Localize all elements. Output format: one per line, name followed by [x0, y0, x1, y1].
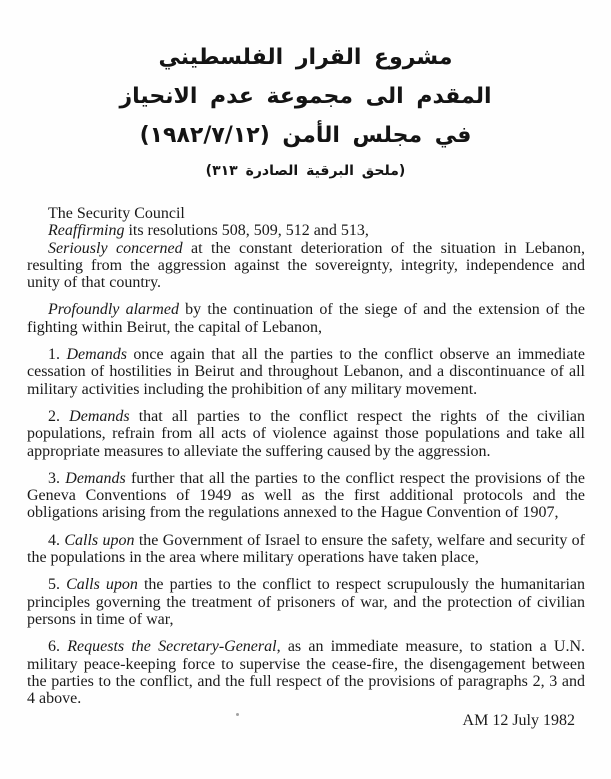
paragraph-text: by the continuation of the siege of and the extension of the fighting within Beirut, the capital of Lebanon,: [27, 301, 586, 336]
paragraph-text: its resolutions 508, 509, 512 and 513,: [124, 222, 369, 240]
paragraph-preamble-3: [27, 301, 585, 336]
paragraph-text: , as an immediate measure, to station a U.N. military peace-keeping force to supervise the cease-fire, the disengagement between the parties to the conflict, and the full respect of the provisions of paragraphs 2, 3 and 4 above.: [27, 638, 586, 708]
paragraph-text: that all parties to the conflict respect the rights of the civilian populations, refrain from all acts of violence against those populations and take all appropriate measures to alleviate the suffering caused by the aggression.: [27, 407, 586, 460]
paragraph-lead: Calls upon: [64, 531, 135, 549]
paragraph-lead: Requests the Secretary-General: [67, 638, 277, 656]
paragraph-number: 6.: [48, 638, 60, 656]
paragraph-lead: Demands: [69, 407, 130, 425]
paragraph-text: once again that all the parties to the conflict observe an immediate cessation of hostilities in Beirut and throughout Lebanon, and a discontinuance of all military activities including the prohibition of any military movement.: [27, 346, 586, 398]
paragraph-lead: Profoundly alarmed: [48, 301, 179, 319]
paragraph-operative-4: [27, 532, 585, 567]
paragraph-operative-5: [27, 576, 585, 628]
paragraph-preamble-1: [27, 222, 585, 239]
paragraph-number: 5.: [48, 576, 60, 594]
paragraph-opening: [27, 205, 585, 222]
paragraph-operative-2: [27, 408, 585, 460]
arabic-title-line-1: مشروع القرار الفلسطيني: [158, 45, 453, 70]
paragraph-operative-1: [27, 346, 585, 398]
resolution-body: [27, 205, 585, 730]
paragraph-text: at the constant deterioration of the situation in Lebanon, resulting from the aggression against the sovereignty, integrity, independence and unity of that country.: [27, 239, 585, 292]
paragraph-number: 2.: [48, 407, 60, 425]
paragraph-lead: Demands: [66, 346, 127, 364]
paragraph-number: 1.: [48, 346, 60, 364]
paragraph-lead: Demands: [65, 469, 126, 487]
scan-speck: [236, 713, 239, 716]
paragraph-preamble-2: [27, 240, 585, 292]
paragraph-operative-6: [27, 638, 585, 707]
paragraph-text: the parties to the conflict to respect scrupulously the humanitarian principles governing the treatment of prisoners of war, and the protection of civilian persons in time of war,: [27, 576, 585, 628]
paragraph-text: further that all the parties to the conflict respect the provisions of the Geneva Conventions of 1949 as well as the first additional protocols and the obligations arising from the regulations annexed to the Hague Convention of 1907,: [27, 469, 586, 522]
arabic-title-line-3: في مجلس الأمن (١٩٨٢/٧/١٢): [139, 123, 472, 148]
arabic-title-line-4: (ملحق البرقية الصادرة ٣١٣): [205, 163, 406, 179]
arabic-title-line-2: المقدم الى مجموعة عدم الانحياز: [119, 84, 492, 109]
paragraph-number: 4.: [48, 531, 60, 549]
paragraph-text: The Security Council: [48, 205, 185, 222]
paragraph-number: 3.: [48, 469, 60, 487]
paragraph-text: the Government of Israel to ensure the safety, welfare and security of the populations in the area where military operations have taken place,: [27, 531, 586, 567]
signoff-date: AM 12 July 1982: [462, 712, 575, 730]
paragraph-lead: Reaffirming: [48, 222, 125, 240]
arabic-header: [0, 38, 611, 188]
paragraph-lead: Calls upon: [66, 576, 138, 594]
paragraph-operative-3: [27, 470, 585, 522]
paragraph-lead: Seriously concerned: [48, 239, 183, 257]
